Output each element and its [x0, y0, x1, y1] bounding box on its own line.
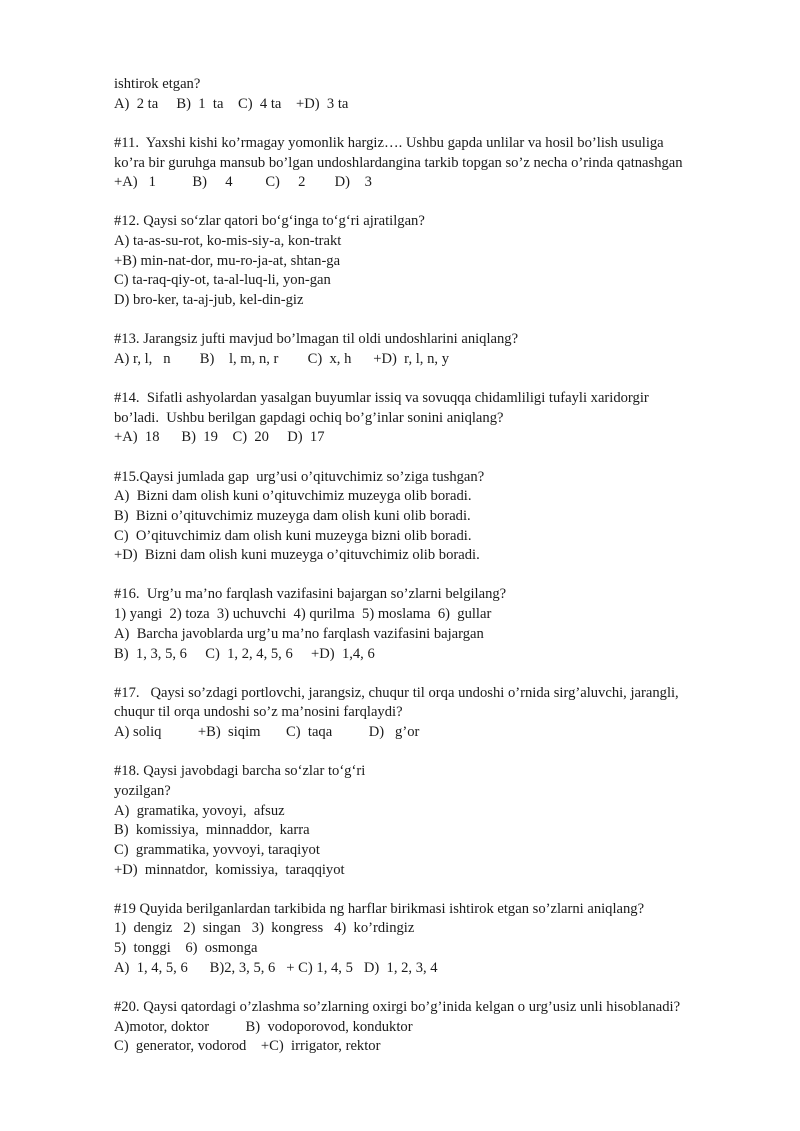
- answer-option: A) Bizni dam olish kuni o’qituvchimiz muzeyga olib boradi.: [114, 488, 472, 505]
- question-text: #17. Qaysi so’zdagi portlovchi, jarangsiz, chuqur til orqa undoshi o’rnida sirg’aluvchi, jarangli,: [114, 684, 679, 701]
- question-text: #18. Qaysi javobdagi barcha so‘zlar to‘g‘ri: [114, 763, 366, 780]
- answer-option: C) grammatika, yovvoyi, taraqiyot: [114, 841, 320, 858]
- answer-option: C) O’qituvchimiz dam olish kuni muzeyga bizni olib boradi.: [114, 527, 472, 544]
- question-list: [114, 75, 764, 1057]
- question-text: #13. Jarangsiz jufti mavjud bo’lmagan til oldi undoshlarini aniqlang?: [114, 331, 519, 348]
- question-text: #20. Qaysi qatordagi o’zlashma so’zlarning oxirgi bo’g’inida kelgan o urg’usiz unli hisoblanadi?: [114, 998, 681, 1015]
- answer-options: +A) 1 B) 4 C) 2 D) 3: [114, 174, 372, 191]
- answer-option: B) Bizni o’qituvchimiz muzeyga dam olish kuni olib boradi.: [114, 507, 471, 524]
- question-text: #16. Urg’u ma’no farqlash vazifasini bajargan so’zlarni belgilang?: [114, 586, 507, 603]
- answer-options: B) 1, 3, 5, 6 C) 1, 2, 4, 5, 6 +D) 1,4, 6: [114, 645, 375, 662]
- question-text: #19 Quyida berilganlardan tarkibida ng harflar birikmasi ishtirok etgan so’zlarni aniqlang?: [114, 900, 645, 917]
- answer-option: A) gramatika, yovoyi, afsuz: [114, 802, 285, 819]
- question-text: #12. Qaysi so‘zlar qatori bo‘g‘inga to‘g‘ri ajratilgan?: [114, 213, 425, 230]
- question-13: [114, 330, 764, 369]
- question-text: 1) dengiz 2) singan 3) kongress 4) ko’rdingiz: [114, 920, 415, 937]
- question-16: [114, 585, 764, 664]
- answer-option: C) ta-raq-qiy-ot, ta-al-luq-li, yon-gan: [114, 272, 331, 289]
- answer-options: +A) 18 B) 19 C) 20 D) 17: [114, 429, 325, 446]
- answer-options: C) generator, vodorod +C) irrigator, rektor: [114, 1038, 381, 1055]
- answer-option: A) ta-as-su-rot, ko-mis-siy-a, kon-trakt: [114, 233, 342, 249]
- answer-option: +B) min-nat-dor, mu-ro-ja-at, shtan-ga: [114, 252, 341, 269]
- answer-options: A) 1, 4, 5, 6 B)2, 3, 5, 6 + C) 1, 4, 5 D) 1, 2, 3, 4: [114, 959, 438, 976]
- question-14: [114, 389, 764, 448]
- question-20: [114, 998, 764, 1057]
- question-11: [114, 134, 764, 193]
- answer-options: A)motor, doktor B) vodoporovod, konduktor: [114, 1018, 413, 1035]
- question-text: bo’ladi. Ushbu berilgan gapdagi ochiq bo’g’inlar sonini aniqlang?: [114, 409, 504, 426]
- question-text: 5) tonggi 6) osmonga: [114, 940, 258, 957]
- question-text: yozilgan?: [114, 782, 171, 799]
- answer-option: D) bro-ker, ta-aj-jub, kel-din-giz: [114, 292, 304, 309]
- question-10-tail: [114, 75, 764, 114]
- question-text: 1) yangi 2) toza 3) uchuvchi 4) qurilma 5) moslama 6) gullar: [114, 606, 492, 623]
- question-18: [114, 762, 764, 880]
- question-text: ko’ra bir guruhga mansub bo’lgan undoshlardangina tarkib topgan so’z necha o’rinda qatnashgan: [114, 154, 683, 171]
- answer-option: +D) Bizni dam olish kuni muzeyga o’qituvchimiz olib boradi.: [114, 547, 480, 564]
- answer-option: A) Barcha javoblarda urg’u ma’no farqlash vazifasini bajargan: [114, 625, 484, 642]
- answer-option: +D) minnatdor, komissiya, taraqqiyot: [114, 861, 345, 878]
- question-17: [114, 684, 764, 743]
- question-text: #15.Qaysi jumlada gap urg’usi o’qituvchimiz so’ziga tushgan?: [114, 468, 485, 485]
- question-19: [114, 900, 764, 979]
- question-12: [114, 212, 764, 311]
- answer-options: A) r, l, n B) l, m, n, r C) x, h +D) r, l, n, y: [114, 350, 449, 367]
- question-text: ishtirok etgan?: [114, 76, 201, 92]
- question-text: #14. Sifatli ashyolardan yasalgan buyumlar issiq va sovuqqa chidamliligi tufayli xaridorgir: [114, 390, 649, 406]
- answer-options: A) 2 ta B) 1 ta C) 4 ta +D) 3 ta: [114, 95, 349, 112]
- answer-option: B) komissiya, minnaddor, karra: [114, 822, 310, 839]
- question-15: [114, 468, 764, 567]
- answer-options: A) soliq +B) siqim C) taqa D) g’or: [114, 724, 420, 741]
- question-text: #11. Yaxshi kishi ko’rmagay yomonlik hargiz…. Ushbu gapda unlilar va hosil bo’lish usuliga: [114, 134, 664, 151]
- question-text: chuqur til orqa undoshi so’z ma’nosini farqlaydi?: [114, 704, 403, 721]
